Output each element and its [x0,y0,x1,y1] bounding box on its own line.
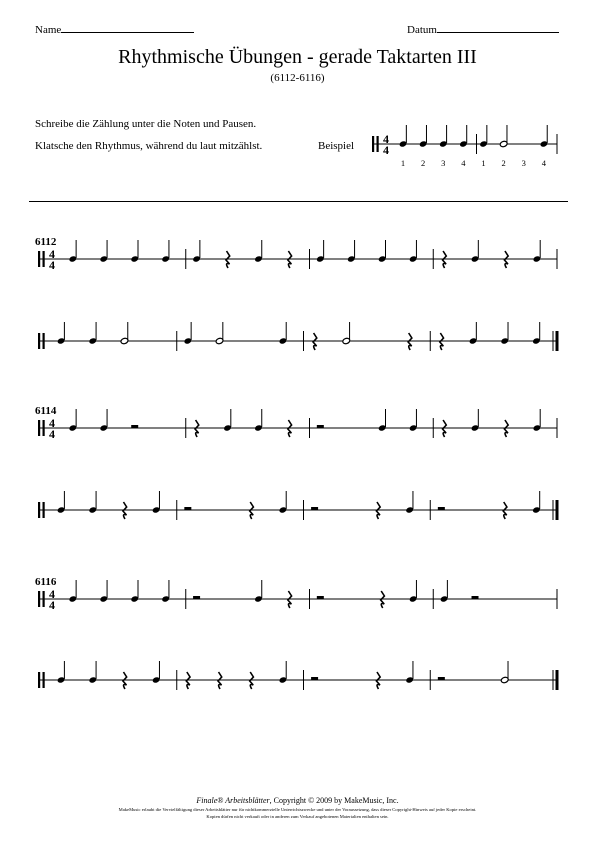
percussion-clef [43,420,45,436]
example-staff [0,120,595,180]
half-note [342,322,351,345]
quarter-note [471,240,480,263]
percussion-clef [372,136,374,152]
half-rest [438,677,445,680]
half-rest [131,425,138,428]
quarter-note [479,125,488,148]
quarter-note [279,491,288,514]
instruction-line-2: Klatsche den Rhythmus, während du laut mitzählst. [35,140,263,152]
half-rest [317,596,324,599]
time-signature-bottom: 4 [49,598,55,612]
exercise-number-6112: 6112 [35,236,57,248]
quarter-note [161,240,170,263]
count-label: 2 [501,158,506,168]
quarter-note [254,240,263,263]
exercise-6114-line-2 [0,486,595,546]
example-label: Beispiel [318,140,355,152]
quarter-note [130,580,139,603]
quarter-note [279,661,288,684]
quarter-note [152,661,161,684]
count-label: 3 [521,158,526,168]
quarter-note [89,491,98,514]
percussion-clef [38,672,40,688]
exercise-number-6116: 6116 [35,576,57,588]
quarter-note [533,240,542,263]
quarter-note [440,580,449,603]
half-rest [311,507,318,510]
quarter-note [399,125,408,148]
quarter-note [405,491,414,514]
instruction-line-1: Schreibe die Zählung unter die Noten und Pausen. [35,118,257,130]
percussion-clef [38,251,40,267]
date-label: Datum [407,24,437,36]
footer-notice-2: Kopien dürfen nicht verkauft oder in anderen zum Verkauf angebotenen Materialien enthalten sein. [206,814,389,819]
count-label: 4 [541,158,547,168]
date-field [407,21,559,36]
percussion-clef [43,333,45,349]
quarter-note [130,240,139,263]
count-label: 2 [421,158,426,168]
final-barline-thick [556,670,559,690]
quarter-note [378,240,387,263]
exercise-6116-line-2 [0,656,595,716]
time-signature-top: 4 [49,416,55,430]
percussion-clef [43,591,45,607]
exercise-number-6114: 6114 [35,405,57,417]
quarter-note [500,322,509,345]
percussion-clef [43,502,45,518]
quarter-note [409,580,418,603]
quarter-note [405,661,414,684]
quarter-note [89,322,98,345]
quarter-note [459,125,468,148]
percussion-clef [43,251,45,267]
date-line [437,21,559,33]
quarter-note [279,322,288,345]
percussion-clef [38,591,40,607]
footer-notice-1: MakeMusic erlaubt die Vervielfältigung dieser Arbeitsblätter nur für nichtkommerzielle Unterrichtszwecke und unter der Voraussetzung, dass dieser Copyright-Hinweis auf jeder Kopie erscheint. [118,807,477,812]
quarter-note [99,580,108,603]
quarter-note [184,322,193,345]
percussion-clef [43,672,45,688]
exercise-6114-line-1 [0,404,595,464]
quarter-note [409,409,418,432]
final-barline-thick [556,500,559,520]
quarter-note [533,409,542,432]
quarter-note [192,240,201,263]
footer-copyright-text: , Copyright © 2009 by MakeMusic, Inc. [269,796,399,805]
quarter-note [439,125,448,148]
half-note [215,322,224,345]
percussion-clef [377,136,379,152]
quarter-note [57,661,66,684]
exercise-6112-line-1 [0,235,595,295]
time-signature-bottom: 4 [49,427,55,441]
count-label: 4 [461,158,466,168]
page-subtitle: (6112-6116) [270,72,325,84]
final-barline-thick [556,331,559,351]
name-label: Name [35,24,62,36]
percussion-clef [38,420,40,436]
count-label: 1 [481,158,486,168]
half-note [499,125,508,148]
exercise-6112-line-2 [0,317,595,377]
quarter-note [540,125,549,148]
count-label: 1 [400,158,406,168]
quarter-note [409,240,418,263]
time-signature-bottom: 4 [383,143,389,157]
quarter-note [254,580,263,603]
quarter-note [469,322,478,345]
section-divider [29,201,568,202]
half-note [500,661,509,684]
quarter-note [57,491,66,514]
quarter-note [532,322,541,345]
quarter-note [419,125,428,148]
quarter-note [378,409,387,432]
quarter-note [69,409,78,432]
half-rest [317,425,324,428]
quarter-note [99,409,108,432]
half-rest [311,677,318,680]
count-label: 3 [441,158,446,168]
time-signature-top: 4 [383,132,389,146]
name-line [61,21,194,33]
time-signature-top: 4 [49,247,55,261]
quarter-note [223,409,232,432]
quarter-note [57,322,66,345]
quarter-note [69,580,78,603]
quarter-note [161,580,170,603]
quarter-note [89,661,98,684]
half-note [120,322,129,345]
time-signature-top: 4 [49,587,55,601]
name-field [35,21,194,36]
half-rest [193,596,200,599]
exercise-6116-line-1 [0,575,595,635]
time-signature-bottom: 4 [49,258,55,272]
quarter-note [471,409,480,432]
half-rest [472,596,479,599]
percussion-clef [38,502,40,518]
quarter-note [316,240,325,263]
quarter-note [254,409,263,432]
quarter-note [99,240,108,263]
half-rest [184,507,191,510]
quarter-note [69,240,78,263]
footer-copyright [0,796,595,805]
quarter-note [347,240,356,263]
page-title: Rhythmische Übungen - gerade Taktarten III [118,46,477,68]
half-rest [438,507,445,510]
quarter-note [152,491,161,514]
quarter-note [532,491,541,514]
percussion-clef [38,333,40,349]
footer-product: Finale® Arbeitsblätter [196,796,270,805]
